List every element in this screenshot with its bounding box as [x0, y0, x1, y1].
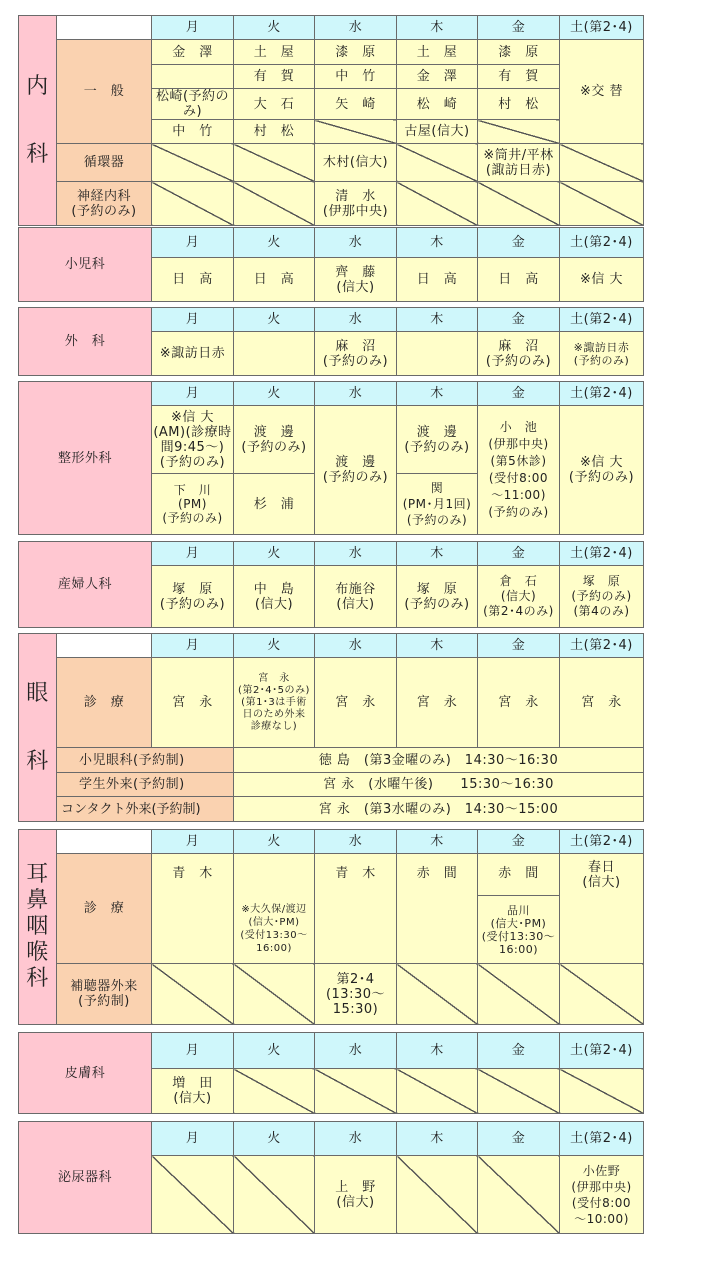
day-header: 月 [152, 542, 234, 566]
schedule-cell: 倉 石 (信大) (第2･4のみ) [478, 566, 560, 628]
day-header: 水 [315, 382, 397, 406]
day-header: 金 [478, 228, 560, 258]
sanfujin-table [18, 541, 644, 628]
schedule-cell: 村 松 [234, 120, 315, 144]
schedule-cell: 渡 邊 (予約のみ) [315, 406, 397, 535]
empty-slash-cell [397, 144, 478, 182]
schedule-cell: ※諏訪日赤 (予約のみ) [560, 332, 644, 376]
day-header: 月 [152, 16, 234, 40]
day-header: 金 [478, 542, 560, 566]
schedule-cell [315, 896, 397, 964]
schedule-cell: 宮 永 [560, 658, 644, 748]
day-header: 土(第2･4) [560, 830, 644, 854]
empty-slash-cell [478, 1069, 560, 1114]
day-header: 水 [315, 308, 397, 332]
empty-slash-cell [397, 1156, 478, 1234]
day-header: 月 [152, 382, 234, 406]
blank-cell [57, 634, 152, 658]
schedule-cell: ※信 大 [560, 258, 644, 302]
day-header: 月 [152, 634, 234, 658]
gakusei-label: 学生外来(予約制) [57, 773, 234, 797]
schedule-cell: 土 屋 [234, 40, 315, 65]
day-header: 金 [478, 16, 560, 40]
day-header: 火 [234, 830, 315, 854]
day-header: 火 [234, 228, 315, 258]
empty-slash-cell [478, 964, 560, 1025]
day-header: 火 [234, 1033, 315, 1069]
shoni-ganka-label: 小児眼科(予約制) [57, 748, 234, 773]
schedule-cell: 青 木 [315, 854, 397, 896]
shoni-table [18, 227, 644, 302]
day-header: 火 [234, 16, 315, 40]
schedule-cell: ※筒井/平林 (諏訪日赤) [478, 144, 560, 182]
ganka-table [18, 633, 644, 822]
blank-cell [57, 830, 152, 854]
schedule-cell: 木村(信大) [315, 144, 397, 182]
day-header: 月 [152, 228, 234, 258]
day-header: 月 [152, 1033, 234, 1069]
hifu-table [18, 1032, 644, 1114]
hifu-dept-label: 皮膚科 [19, 1033, 152, 1114]
schedule-cell: 小 池 (伊那中央) (第5休診) (受付8:00 ～11:00) (予約のみ) [478, 406, 560, 535]
empty-slash-cell [234, 964, 315, 1025]
empty-slash-cell [560, 144, 644, 182]
naika-dept-label: 内 科 [19, 16, 57, 226]
schedule-cell: 赤 間 [397, 854, 478, 896]
day-header: 土(第2･4) [560, 634, 644, 658]
day-header: 金 [478, 308, 560, 332]
schedule-cell: 中 竹 [152, 120, 234, 144]
jibi-table [18, 829, 644, 1025]
schedule-cell [397, 332, 478, 376]
schedule-cell: 春日 (信大) [560, 854, 644, 964]
schedule-cell: 古屋(信大) [397, 120, 478, 144]
ganka-dept-label: 眼 科 [19, 634, 57, 822]
empty-slash-cell [152, 964, 234, 1025]
empty-slash-cell [478, 1156, 560, 1234]
shoni-dept-label: 小児科 [19, 228, 152, 302]
schedule-cell: 矢 崎 [315, 89, 397, 120]
day-header: 火 [234, 1122, 315, 1156]
schedule-cell: ※信 大 (AM)(診療時 間9:45～) (予約のみ) [152, 406, 234, 474]
day-header: 火 [234, 542, 315, 566]
empty-slash-cell [152, 182, 234, 226]
day-header: 月 [152, 308, 234, 332]
schedule-cell: 品川 (信大･PM) (受付13:30～ 16:00) [478, 896, 560, 964]
schedule-cell: 渡 邊 (予約のみ) [397, 406, 478, 474]
day-header: 金 [478, 634, 560, 658]
empty-slash-cell [234, 182, 315, 226]
schedule-cell: 日 高 [152, 258, 234, 302]
schedule-cell: 青 木 [152, 854, 234, 896]
day-header: 木 [397, 228, 478, 258]
schedule-cell [234, 854, 315, 896]
shinryo-label: 診 療 [57, 658, 152, 748]
blank-cell [57, 16, 152, 40]
empty-slash-cell [560, 182, 644, 226]
schedule-cell: 麻 沼 (予約のみ) [478, 332, 560, 376]
schedule-cell: 日 高 [397, 258, 478, 302]
empty-slash-cell [397, 1069, 478, 1114]
empty-slash-cell [234, 144, 315, 182]
schedule-cell: 齊 藤 (信大) [315, 258, 397, 302]
day-header: 土(第2･4) [560, 542, 644, 566]
day-header: 木 [397, 542, 478, 566]
schedule-cell: 増 田 (信大) [152, 1069, 234, 1114]
schedule-cell: ※諏訪日赤 [152, 332, 234, 376]
day-header: 月 [152, 830, 234, 854]
day-header: 金 [478, 1122, 560, 1156]
schedule-cell: 中 島 (信大) [234, 566, 315, 628]
naika-table [18, 15, 644, 226]
schedule-cell: 渡 邊 (予約のみ) [234, 406, 315, 474]
day-header: 火 [234, 634, 315, 658]
jibi-dept-label: 耳 鼻 咽 喉 科 [19, 830, 57, 1025]
geka-dept-label: 外 科 [19, 308, 152, 376]
schedule-cell: 土 屋 [397, 40, 478, 65]
day-header: 土(第2･4) [560, 16, 644, 40]
day-header: 水 [315, 634, 397, 658]
extra-clinic-info: 宮 永 (第3水曜のみ) 14:30～15:00 [234, 797, 644, 822]
day-header: 木 [397, 382, 478, 406]
schedule-cell [152, 896, 234, 964]
schedule-cell: 下 川 (PM) (予約のみ) [152, 474, 234, 535]
schedule-cell: ※大久保/渡辺 (信大･PM) (受付13:30～ 16:00) [234, 896, 315, 964]
day-header: 水 [315, 228, 397, 258]
schedule-cell: 漆 原 [478, 40, 560, 65]
day-header: 土(第2･4) [560, 1122, 644, 1156]
schedule-cell: 漆 原 [315, 40, 397, 65]
shinkei-label: 神経内科 (予約のみ) [57, 182, 152, 226]
schedule-cell: 宮 永 [478, 658, 560, 748]
schedule-cell: 村 松 [478, 89, 560, 120]
schedule-cell: 布施谷 (信大) [315, 566, 397, 628]
schedule-cell [234, 332, 315, 376]
empty-slash-cell [397, 182, 478, 226]
schedule-cell: 第2･4 (13:30～ 15:30) [315, 964, 397, 1025]
contact-label: コンタクト外来(予約制) [57, 797, 234, 822]
geka-table [18, 307, 644, 376]
day-header: 水 [315, 16, 397, 40]
day-header: 月 [152, 1122, 234, 1156]
empty-slash-cell [152, 1156, 234, 1234]
hinyo-dept-label: 泌尿器科 [19, 1122, 152, 1234]
schedule-cell: 松 崎 [397, 89, 478, 120]
schedule-cell [152, 65, 234, 89]
day-header: 金 [478, 382, 560, 406]
schedule-cell: 清 水 (伊那中央) [315, 182, 397, 226]
seikei-dept-label: 整形外科 [19, 382, 152, 535]
seikei-table [18, 381, 644, 535]
day-header: 水 [315, 542, 397, 566]
empty-slash-cell [152, 144, 234, 182]
ippan-label: 一 般 [57, 40, 152, 144]
schedule-cell: 有 賀 [478, 65, 560, 89]
schedule-cell: 大 石 [234, 89, 315, 120]
empty-slash-cell [560, 964, 644, 1025]
schedule-cell: 金 澤 [397, 65, 478, 89]
schedule-cell: 麻 沼 (予約のみ) [315, 332, 397, 376]
day-header: 木 [397, 830, 478, 854]
day-header: 土(第2･4) [560, 1033, 644, 1069]
empty-slash-cell [478, 120, 560, 144]
day-header: 水 [315, 1122, 397, 1156]
schedule-cell: 松崎(予約のみ) [152, 89, 234, 120]
schedule-cell: 上 野 (信大) [315, 1156, 397, 1234]
day-header: 火 [234, 382, 315, 406]
schedule-cell: 塚 原 (予約のみ) [397, 566, 478, 628]
schedule-cell: ※信 大 (予約のみ) [560, 406, 644, 535]
empty-slash-cell [478, 182, 560, 226]
schedule-cell: 有 賀 [234, 65, 315, 89]
schedule-cell [397, 896, 478, 964]
empty-slash-cell [234, 1156, 315, 1234]
day-header: 金 [478, 830, 560, 854]
day-header: 木 [397, 16, 478, 40]
schedule-cell: 小佐野 (伊那中央) (受付8:00 ～10:00) [560, 1156, 644, 1234]
schedule-cell: 宮 永 (第2･4･5のみ) (第1･3は手術 日のため外来 診療なし) [234, 658, 315, 748]
schedule-cell: 日 高 [234, 258, 315, 302]
hochoki-label: 補聴器外来 (予約制) [57, 964, 152, 1025]
extra-clinic-info: 徳 島 (第3金曜のみ) 14:30～16:30 [234, 748, 644, 773]
schedule-cell: 杉 浦 [234, 474, 315, 535]
schedule-cell: 塚 原 (予約のみ) [152, 566, 234, 628]
schedule-cell: 塚 原 (予約のみ) (第4のみ) [560, 566, 644, 628]
schedule-cell: 宮 永 [315, 658, 397, 748]
hinyo-table [18, 1121, 644, 1234]
day-header: 水 [315, 830, 397, 854]
empty-slash-cell [315, 1069, 397, 1114]
sanfujin-dept-label: 産婦人科 [19, 542, 152, 628]
day-header: 木 [397, 1033, 478, 1069]
day-header: 土(第2･4) [560, 382, 644, 406]
naika-sat-cell: ※交 替 [560, 40, 644, 144]
empty-slash-cell [315, 120, 397, 144]
junkanki-label: 循環器 [57, 144, 152, 182]
schedule-cell: 中 竹 [315, 65, 397, 89]
day-header: 木 [397, 308, 478, 332]
day-header: 金 [478, 1033, 560, 1069]
day-header: 火 [234, 308, 315, 332]
schedule-cell: 赤 間 [478, 854, 560, 896]
day-header: 木 [397, 1122, 478, 1156]
empty-slash-cell [397, 964, 478, 1025]
day-header: 木 [397, 634, 478, 658]
schedule-cell: 金 澤 [152, 40, 234, 65]
schedule-cell: 宮 永 [152, 658, 234, 748]
empty-slash-cell [234, 1069, 315, 1114]
schedule-cell: 日 高 [478, 258, 560, 302]
day-header: 土(第2･4) [560, 228, 644, 258]
schedule-cell: 関 (PM･月1回) (予約のみ) [397, 474, 478, 535]
shinryo-label: 診 療 [57, 854, 152, 964]
day-header: 水 [315, 1033, 397, 1069]
extra-clinic-info: 宮 永 (水曜午後) 15:30～16:30 [234, 773, 644, 797]
empty-slash-cell [560, 1069, 644, 1114]
day-header: 土(第2･4) [560, 308, 644, 332]
schedule-cell: 宮 永 [397, 658, 478, 748]
